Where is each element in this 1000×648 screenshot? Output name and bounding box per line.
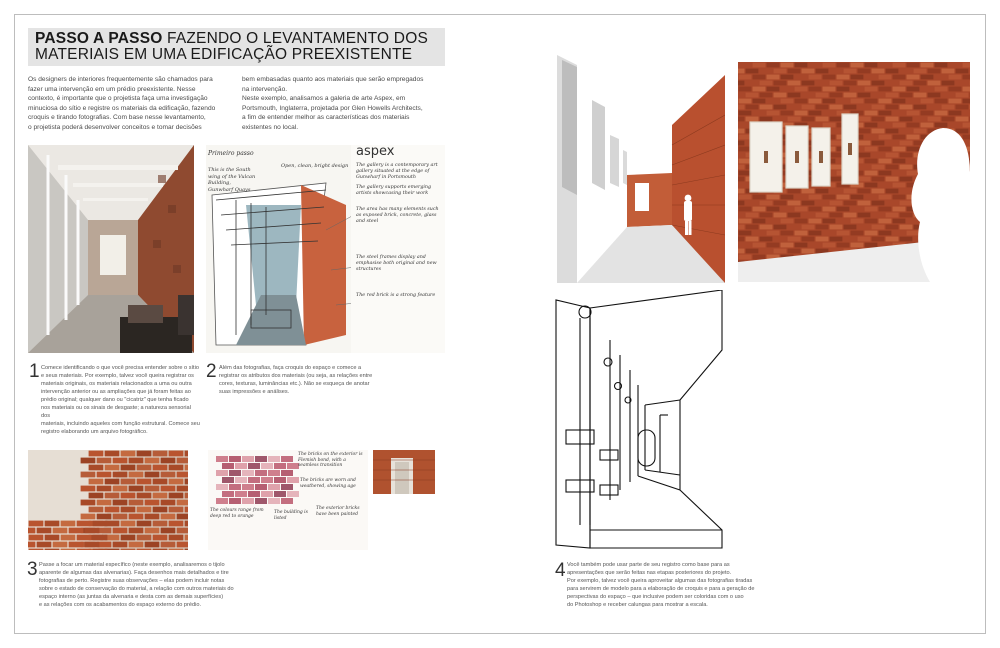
- sketch-note: The gallery is a contemporary art gallery situated at the edge of Gunwharf in Portsmouth: [356, 163, 438, 180]
- brick-note: The colours range from deep red to orange: [210, 508, 264, 519]
- page-title: [35, 31, 428, 63]
- brick-gallery-render: [738, 62, 970, 282]
- step-number: 1: [29, 361, 40, 382]
- step-line: fotografias de perto. Registre suas observações – elas podem incluir notas: [39, 578, 225, 584]
- exterior-brick-photo: [373, 450, 435, 494]
- line-drawing-perspective: [550, 290, 724, 552]
- intro-col2: [242, 75, 447, 133]
- sketch-note: The steel frames display and emphasise both original and new structures: [356, 255, 437, 272]
- step-line: e seus materiais. Por exemplo, talvez você queira registrar os: [41, 373, 194, 379]
- intro-line: na intervenção.: [242, 85, 288, 93]
- step-line: e as relações com os acabamentos do espaço externo do prédio.: [39, 602, 202, 608]
- intro-line: a fim de entender melhor as características dos materiais: [242, 114, 410, 122]
- step-number: 2: [206, 361, 217, 382]
- step-line: intervenção anterior ou as ampliações que já foram feitas ao: [41, 389, 191, 395]
- intro-line: o projetista poderá desenvolver conceitos e tomar decisões: [28, 123, 202, 131]
- step-3-text: [39, 561, 249, 609]
- brick-wall-photo: [28, 450, 188, 550]
- intro-line: bem embasadas quanto aos materiais que serão empregados: [242, 76, 424, 83]
- intro-line: contexto, é importante que o projetista faça uma investigação: [28, 95, 208, 103]
- step-number: 4: [555, 560, 566, 581]
- title-line1: FAZENDO O LEVANTAMENTO DOS: [162, 30, 428, 47]
- step-line: suas impressões e análises.: [219, 389, 290, 395]
- step-line: Por exemplo, talvez você queira aproveitar algumas das fotografias tiradas: [567, 578, 753, 584]
- intro-line: Os designers de interiores frequentemente são chamados para: [28, 76, 213, 83]
- step-line: Você também pode usar parte de seu registro como base para as: [567, 562, 730, 568]
- brick-note: The exterior bricks have been painted: [316, 506, 360, 517]
- step-line: do Photoshop e receber calungas para mostrar a escala.: [567, 602, 708, 608]
- step-line: espaço interno (as juntas da alvenaria e desta com as demais superfícies): [39, 594, 224, 600]
- step-line: materiais, incluindo aqueles com função estrutural. Comece seu: [41, 421, 200, 427]
- step-line: perspectivas do espaço – que inclusive podem ser coloridas com o uso: [567, 594, 744, 600]
- intro-line: Neste exemplo, analisamos a galeria de arte Aspex, em: [242, 95, 406, 103]
- perspective-sketch: [206, 145, 445, 353]
- step-line: prédio original; qualquer dano ou "cicatriz" que tenha ficado: [41, 397, 189, 403]
- title-band: [28, 28, 445, 66]
- intro-line: existentes no local.: [242, 123, 299, 131]
- step-line: nos materiais ou os sinais de desgaste; a natureza sensorial dos: [41, 405, 191, 419]
- sketch-aspex-logo: aspex: [356, 145, 395, 159]
- intro-col1: [28, 75, 233, 133]
- step-line: Comece identificando o que você precisa entender sobre o sítio: [41, 365, 199, 371]
- brick-note: The building is listed: [274, 510, 308, 521]
- gallery-render-perspective: [557, 55, 725, 283]
- intro-line: fazer uma intervenção em um prédio preexistente. Nesse: [28, 85, 196, 93]
- step-line: apresentações que serão feitas nas etapas posteriores do projeto.: [567, 570, 732, 576]
- sketch-note: The gallery supports emerging artists showcasing their work: [356, 185, 432, 196]
- intro-line: minuciosa do sítio e registre os materiais da edificação, fazendo: [28, 104, 216, 112]
- step-line: Passe a focar um material específico (neste exemplo, analisaremos o tijolo: [39, 562, 225, 568]
- step-number: 3: [27, 559, 38, 580]
- step-line: aparente de algumas das alvenarias). Faça desenhos mais detalhados e tire: [39, 570, 229, 576]
- brick-note: The bricks on the exterior is Flemish bond, with a seamless transition: [298, 452, 363, 469]
- step-line: cores, texturas, luminâncias etc.). Não se esqueça de anotar: [219, 381, 370, 387]
- brick-note: The bricks are worn and weathered, showing age: [300, 478, 356, 489]
- step-4-text: [567, 561, 797, 609]
- sketch-header: Primeiro passo: [208, 150, 254, 157]
- gallery-interior-photo: [28, 145, 194, 353]
- step-line: registrar os atributos dos materiais (ou seja, as relações entre: [219, 373, 373, 379]
- sketch-note-top: Open, clean, bright design: [281, 163, 349, 169]
- step-line: materiais originais, os materiais relacionados a uma ou outra: [41, 381, 192, 387]
- step-2-text: [219, 364, 419, 396]
- sketch-note: The red brick is a strong feature: [356, 293, 436, 298]
- sketch-note: The area has many elements such as exposed brick, concrete, glass and steel: [356, 207, 439, 224]
- title-bold: PASSO A PASSO: [35, 30, 163, 47]
- sketch-note-left: This is the South wing of the Vulcan Building, Gunwharf Quays: [208, 167, 256, 193]
- title-line2: MATERIAIS EM UMA EDIFICAÇÃO PREEXISTENTE: [35, 46, 413, 63]
- intro-line: croquis e tirando fotografias. Com base nesse levantamento,: [28, 114, 206, 122]
- brick-watercolor-sketch: [208, 450, 368, 550]
- step-line: Além das fotografias, faça croquis do espaço e comece a: [219, 365, 362, 371]
- step-1-text: [41, 364, 201, 436]
- step-line: sobre o estado de conservação do material, a relação com outros materiais do: [39, 586, 234, 592]
- step-line: para servirem de modelo para a elaboração de croquis e para a geração de: [567, 586, 755, 592]
- intro-line: Portsmouth, Inglaterra, projetada por Glen Howells Architects,: [242, 104, 423, 112]
- step-line: registro elaborando um arquivo fotográfico.: [41, 429, 148, 435]
